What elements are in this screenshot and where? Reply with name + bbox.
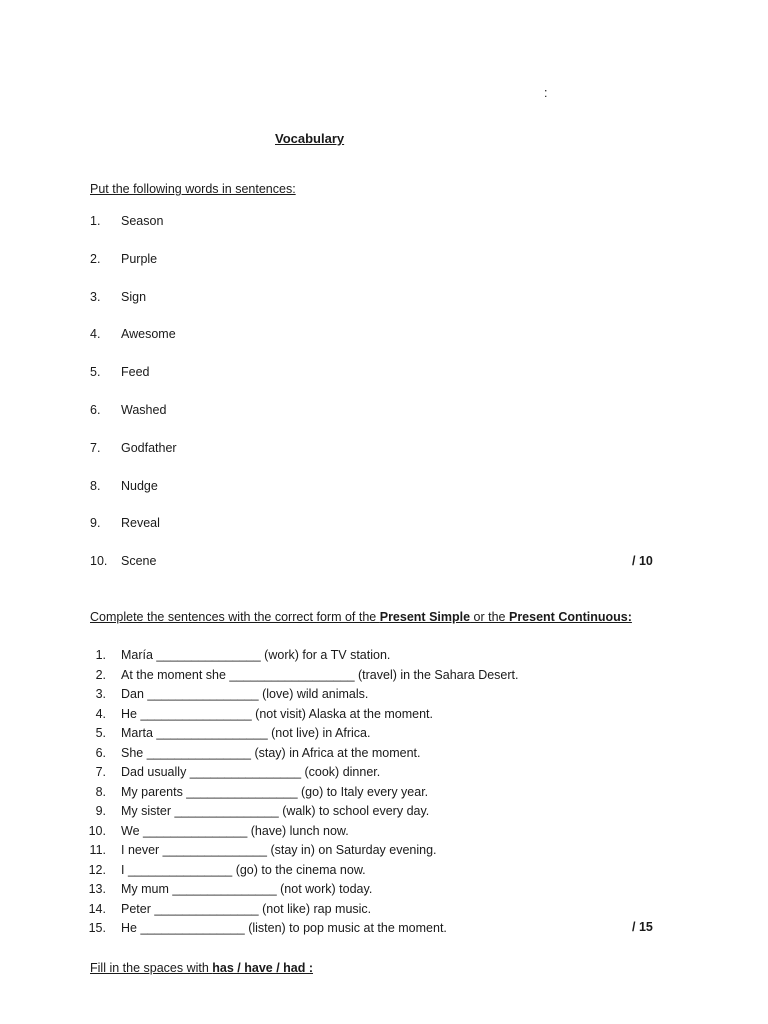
vocab-item-word: Nudge (121, 478, 158, 493)
sentence-text: We _______________ (have) lunch now. (121, 823, 349, 838)
vocab-item-number: 10. (90, 554, 108, 569)
sentence-text: He ________________ (not visit) Alaska at the moment. (121, 706, 434, 721)
section3-instruction-text: Fill in the spaces with (90, 961, 213, 975)
sentence-number: 14. (88, 901, 106, 916)
sentence-number: 13. (88, 882, 106, 896)
sentence-number: 11. (89, 843, 106, 857)
vocab-item-number: 4. (90, 327, 101, 342)
sentence-text: He _______________ (listen) to pop music at the moment. (121, 921, 447, 935)
section2-instruction-tense1: Present Simple (379, 610, 471, 624)
vocab-item-number: 2. (90, 251, 101, 266)
page-title: Vocabulary (275, 131, 345, 146)
vocab-item-word: Sign (121, 289, 147, 304)
vocab-item-number: 7. (90, 440, 101, 455)
section2-instruction-or: or the (470, 610, 509, 624)
vocab-item-word: Feed (121, 365, 150, 380)
sentence-number: 9. (95, 804, 106, 818)
vocab-item-word: Washed (121, 403, 167, 417)
sentence-text: Dad usually ________________ (cook) dinner. (121, 765, 381, 779)
sentence-number: 7. (95, 765, 106, 779)
sentence-number: 10. (88, 823, 106, 838)
section2-instruction (90, 610, 632, 624)
sentence-number: 4. (95, 706, 106, 721)
sentence-text: My mum _______________ (not work) today. (121, 882, 373, 896)
section2-instruction-tense2: Present Continuous: (508, 610, 632, 624)
vocab-item-word: Awesome (121, 327, 176, 342)
sentence-text: My parents ________________ (go) to Italy every year. (121, 784, 429, 799)
sentence-number: 15. (88, 921, 106, 935)
sentence-number: 6. (95, 745, 106, 760)
vocab-item-word: Reveal (121, 516, 160, 531)
sentence-text: María _______________ (work) for a TV station. (121, 648, 391, 662)
vocab-item-word: Godfather (121, 440, 177, 455)
sentence-text: Peter _______________ (not like) rap music. (121, 901, 372, 916)
section1-score: / 10 (632, 554, 653, 568)
section3-instruction-words: has / have / had : (212, 961, 314, 975)
sentence-text: At the moment she __________________ (travel) in the Sahara Desert. (121, 667, 519, 682)
header-colon: : (544, 86, 548, 100)
sentence-number: 2. (95, 667, 106, 682)
section2-score: / 15 (632, 920, 653, 934)
sentence-number: 3. (95, 687, 106, 701)
sentence-text: I _______________ (go) to the cinema now. (121, 862, 366, 877)
vocab-item-word: Purple (121, 251, 158, 266)
vocab-item-word: Season (121, 214, 164, 228)
vocab-item-word: Scene (121, 554, 157, 569)
sentence-text: She _______________ (stay) in Africa at the moment. (121, 745, 421, 760)
vocab-item-number: 8. (90, 478, 101, 493)
section2-instruction-text: Complete the sentences with the correct form of the (90, 610, 380, 624)
sentence-text: My sister _______________ (walk) to school every day. (121, 804, 430, 818)
sentence-text: Dan ________________ (love) wild animals. (121, 687, 369, 701)
vocab-item-number: 1. (90, 214, 101, 228)
section1-instruction: Put the following words in sentences: (90, 182, 296, 196)
vocab-item-number: 3. (90, 289, 101, 304)
sentence-number: 1. (95, 648, 106, 662)
vocab-item-number: 5. (90, 365, 101, 380)
sentence-number: 8. (95, 784, 106, 799)
vocab-item-number: 6. (90, 403, 101, 417)
vocab-item-number: 9. (90, 516, 101, 531)
sentence-number: 5. (95, 726, 106, 740)
sentence-text: I never _______________ (stay in) on Saturday evening. (121, 843, 437, 857)
section3-instruction (90, 961, 313, 975)
sentence-number: 12. (88, 862, 106, 877)
sentence-text: Marta ________________ (not live) in Africa. (121, 726, 371, 740)
